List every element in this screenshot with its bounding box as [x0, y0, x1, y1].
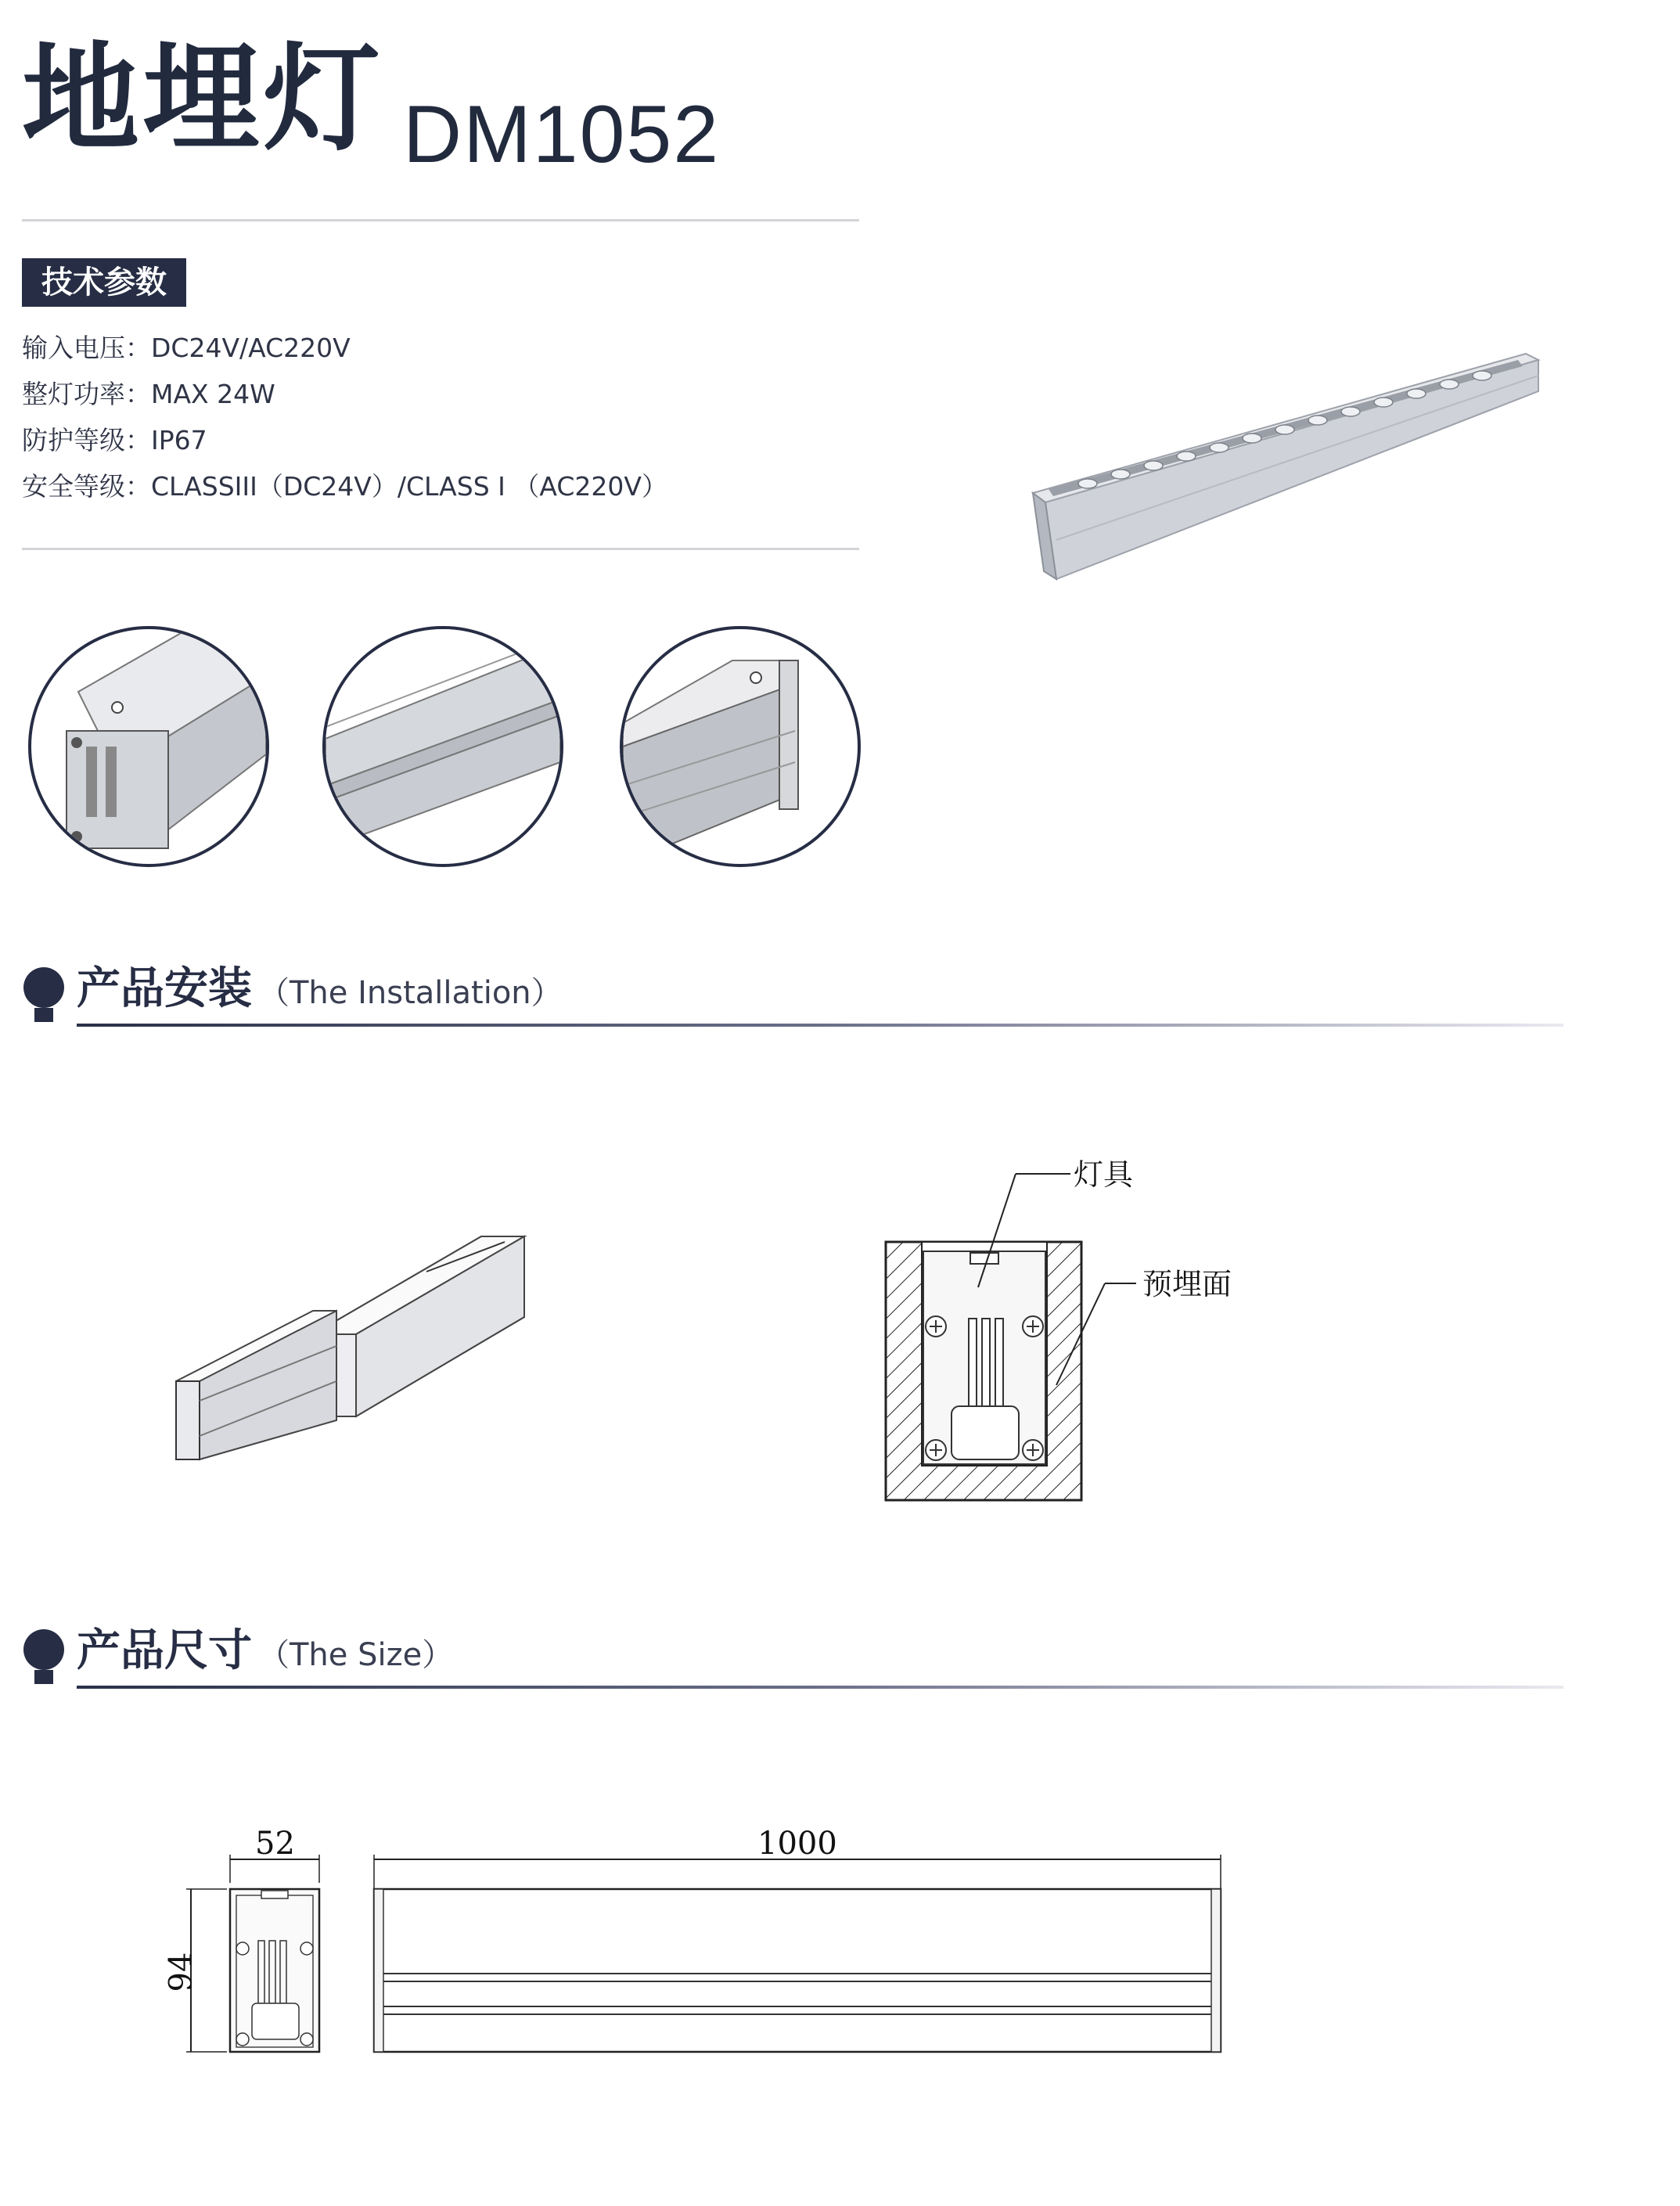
section-title-text: 产品安装 [77, 963, 252, 1014]
section-rule [77, 1024, 1563, 1027]
label-fixture: 灯具 [1074, 1157, 1134, 1192]
section-title [77, 963, 563, 1014]
detail-circle-profile [322, 626, 563, 867]
section-size [22, 1626, 1587, 1697]
bullet-marker-icon [22, 967, 66, 1024]
detail-circle-back-cap [620, 626, 861, 867]
detail-circle-end-cap [28, 626, 269, 867]
section-installation [22, 964, 1587, 1035]
back-cap-detail-icon [623, 629, 858, 864]
section-title [77, 1625, 454, 1676]
spec-row-safety [22, 471, 667, 502]
dimension-end-view [180, 1855, 336, 2066]
dimension-side-view [368, 1855, 1229, 2066]
profile-detail-icon [326, 629, 560, 864]
section-rule [77, 1686, 1563, 1689]
spec-value: IP67 [151, 425, 207, 455]
spec-value: CLASSIII（DC24V）/CLASS I （AC220V） [151, 471, 667, 502]
spec-label: 安全等级： [22, 471, 151, 502]
spec-row-voltage [22, 335, 351, 361]
header-divider [22, 219, 859, 221]
dimension-length: 1000 [757, 1826, 837, 1862]
dimension-height: 94 [163, 1952, 200, 1992]
installation-isometric-drawing [168, 1201, 536, 1467]
model-number: DM1052 [403, 89, 721, 180]
product-image [1025, 336, 1549, 595]
spec-label: 整灯功率： [22, 379, 151, 409]
spec-badge: 技术参数 [22, 258, 186, 307]
leader-lines [970, 1158, 1166, 1393]
spec-value: DC24V/AC220V [151, 333, 351, 363]
spec-row-power [22, 381, 275, 407]
bullet-marker-icon [22, 1629, 66, 1686]
spec-label: 防护等级： [22, 425, 151, 455]
dimension-width: 52 [255, 1826, 295, 1862]
section-title-text: 产品尺寸 [77, 1625, 252, 1676]
label-embedded-surface: 预埋面 [1142, 1267, 1232, 1301]
specs-divider [22, 548, 859, 550]
page-title: 地埋灯 [22, 31, 384, 167]
end-cap-detail-icon [31, 629, 266, 864]
spec-value: MAX 24W [151, 379, 275, 409]
section-subtitle: （The Size） [258, 1637, 454, 1673]
section-subtitle: （The Installation） [258, 975, 563, 1011]
spec-label: 输入电压： [22, 333, 151, 363]
spec-row-ip [22, 427, 207, 453]
